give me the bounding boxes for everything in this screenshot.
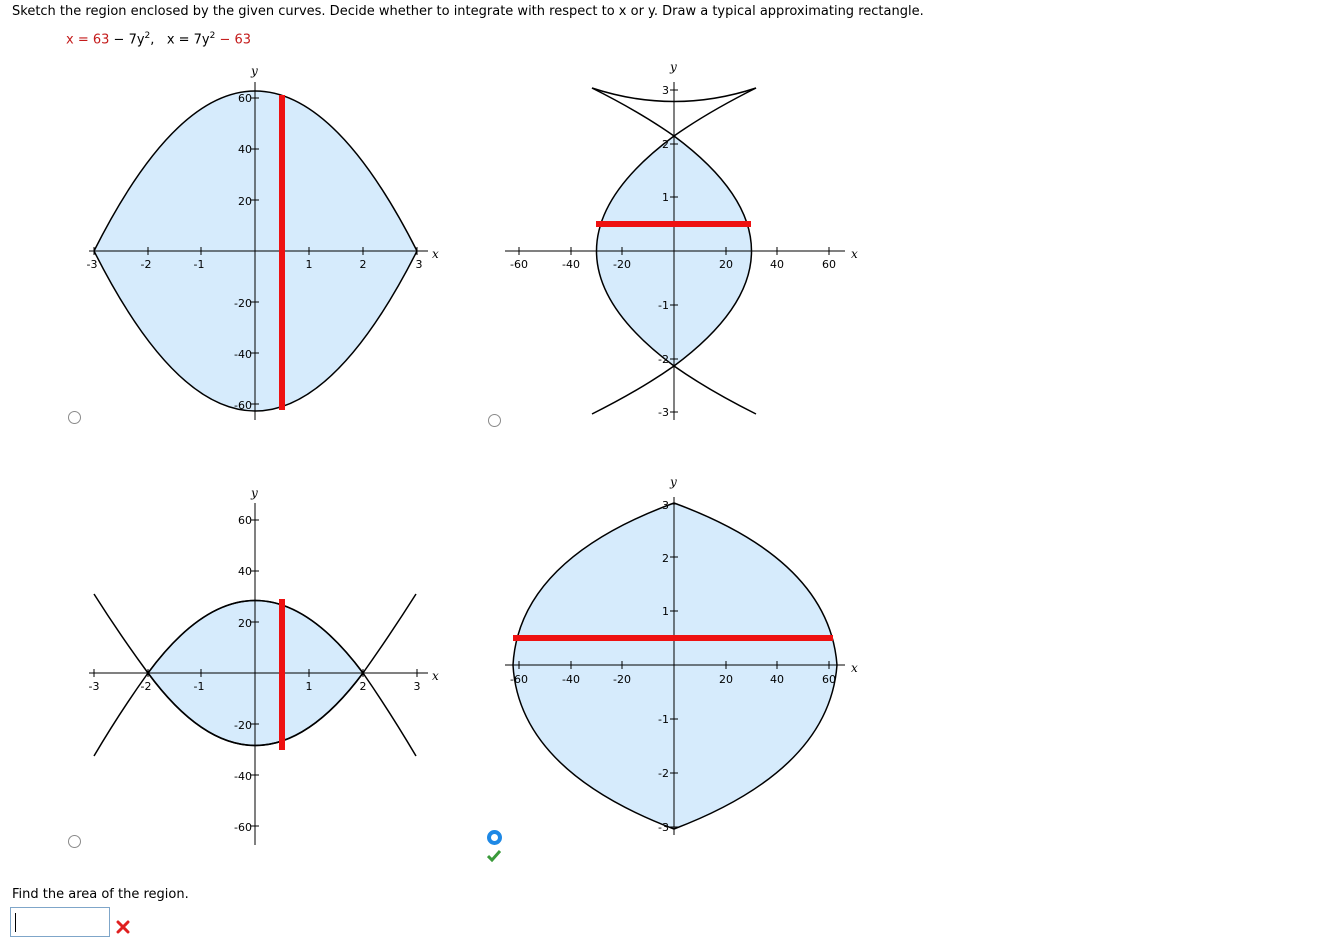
svg-text:20: 20: [238, 617, 252, 630]
eq2-exponent: 2: [209, 31, 216, 41]
x-axis-label: x: [851, 661, 858, 675]
svg-text:3: 3: [662, 499, 669, 512]
area-prompt-text: Find the area of the region.: [12, 887, 189, 902]
svg-text:-60: -60: [510, 673, 528, 686]
eq1-rhs: − 7y: [109, 32, 145, 48]
svg-text:-3: -3: [658, 406, 669, 419]
option-a-graph: [80, 60, 450, 430]
svg-text:60: 60: [238, 92, 252, 105]
svg-text:2: 2: [662, 552, 669, 565]
svg-text:-1: -1: [658, 299, 669, 312]
x-axis-label: x: [851, 247, 858, 261]
svg-text:1: 1: [305, 680, 313, 693]
svg-text:1: 1: [662, 191, 669, 204]
svg-text:-40: -40: [234, 348, 252, 361]
y-axis-label: y: [670, 475, 677, 489]
svg-text:1: 1: [305, 258, 313, 271]
svg-text:60: 60: [822, 258, 836, 271]
x-axis-label: x: [432, 669, 439, 683]
y-axis-label: y: [251, 64, 258, 78]
svg-text:60: 60: [822, 673, 836, 686]
svg-text:1: 1: [662, 605, 669, 618]
region-d: [513, 503, 837, 829]
svg-text:2: 2: [359, 258, 367, 271]
svg-text:-40: -40: [234, 770, 252, 783]
eq2-rhs: − 63: [215, 32, 252, 48]
option-b-graph: [500, 60, 870, 430]
eq2-lhs: x = 7y: [166, 32, 210, 48]
eq1-exponent: 2: [144, 31, 151, 41]
eq1-lhs: x = 63: [66, 32, 110, 48]
svg-text:20: 20: [719, 673, 733, 686]
svg-text:-2: -2: [658, 767, 669, 780]
svg-text:-3: -3: [88, 680, 100, 693]
svg-text:20: 20: [238, 195, 252, 208]
svg-text:-40: -40: [562, 258, 580, 271]
svg-text:40: 40: [238, 143, 252, 156]
option-c-graph: [80, 480, 450, 850]
svg-text:3: 3: [415, 258, 423, 271]
svg-text:-1: -1: [193, 680, 205, 693]
equations: [66, 31, 251, 47]
svg-text:-2: -2: [140, 258, 152, 271]
svg-text:3: 3: [662, 84, 669, 97]
svg-text:2: 2: [662, 138, 669, 151]
svg-text:-60: -60: [234, 399, 252, 412]
svg-text:-2: -2: [658, 353, 669, 366]
instruction-text: Sketch the region enclosed by the given curves. Decide whether to integrate with respect to x or y. Draw a typical approximating rectangle.: [12, 4, 924, 19]
svg-text:40: 40: [770, 258, 784, 271]
option-d-graph: [500, 475, 870, 845]
text-caret: [15, 913, 16, 932]
svg-text:-3: -3: [86, 258, 98, 271]
svg-text:-3: -3: [658, 821, 669, 834]
svg-text:-20: -20: [613, 258, 631, 271]
svg-text:-2: -2: [140, 680, 152, 693]
svg-text:40: 40: [770, 673, 784, 686]
svg-text:-1: -1: [658, 713, 669, 726]
svg-text:-20: -20: [234, 297, 252, 310]
svg-text:-20: -20: [234, 719, 252, 732]
svg-text:-1: -1: [193, 258, 205, 271]
svg-text:-60: -60: [234, 821, 252, 834]
y-axis-label: y: [670, 60, 677, 74]
svg-text:20: 20: [719, 258, 733, 271]
area-answer-input[interactable]: [10, 907, 110, 937]
svg-text:-20: -20: [613, 673, 631, 686]
y-axis-label: y: [251, 486, 258, 500]
svg-text:2: 2: [359, 680, 367, 693]
x-axis-label: x: [432, 247, 439, 261]
svg-text:3: 3: [413, 680, 421, 693]
svg-text:-40: -40: [562, 673, 580, 686]
svg-text:40: 40: [238, 565, 252, 578]
x-mark-icon: [116, 920, 130, 934]
eq-separator: ,: [150, 32, 155, 48]
svg-text:-60: -60: [510, 258, 528, 271]
svg-text:60: 60: [238, 514, 252, 527]
check-mark-icon: [487, 850, 501, 862]
